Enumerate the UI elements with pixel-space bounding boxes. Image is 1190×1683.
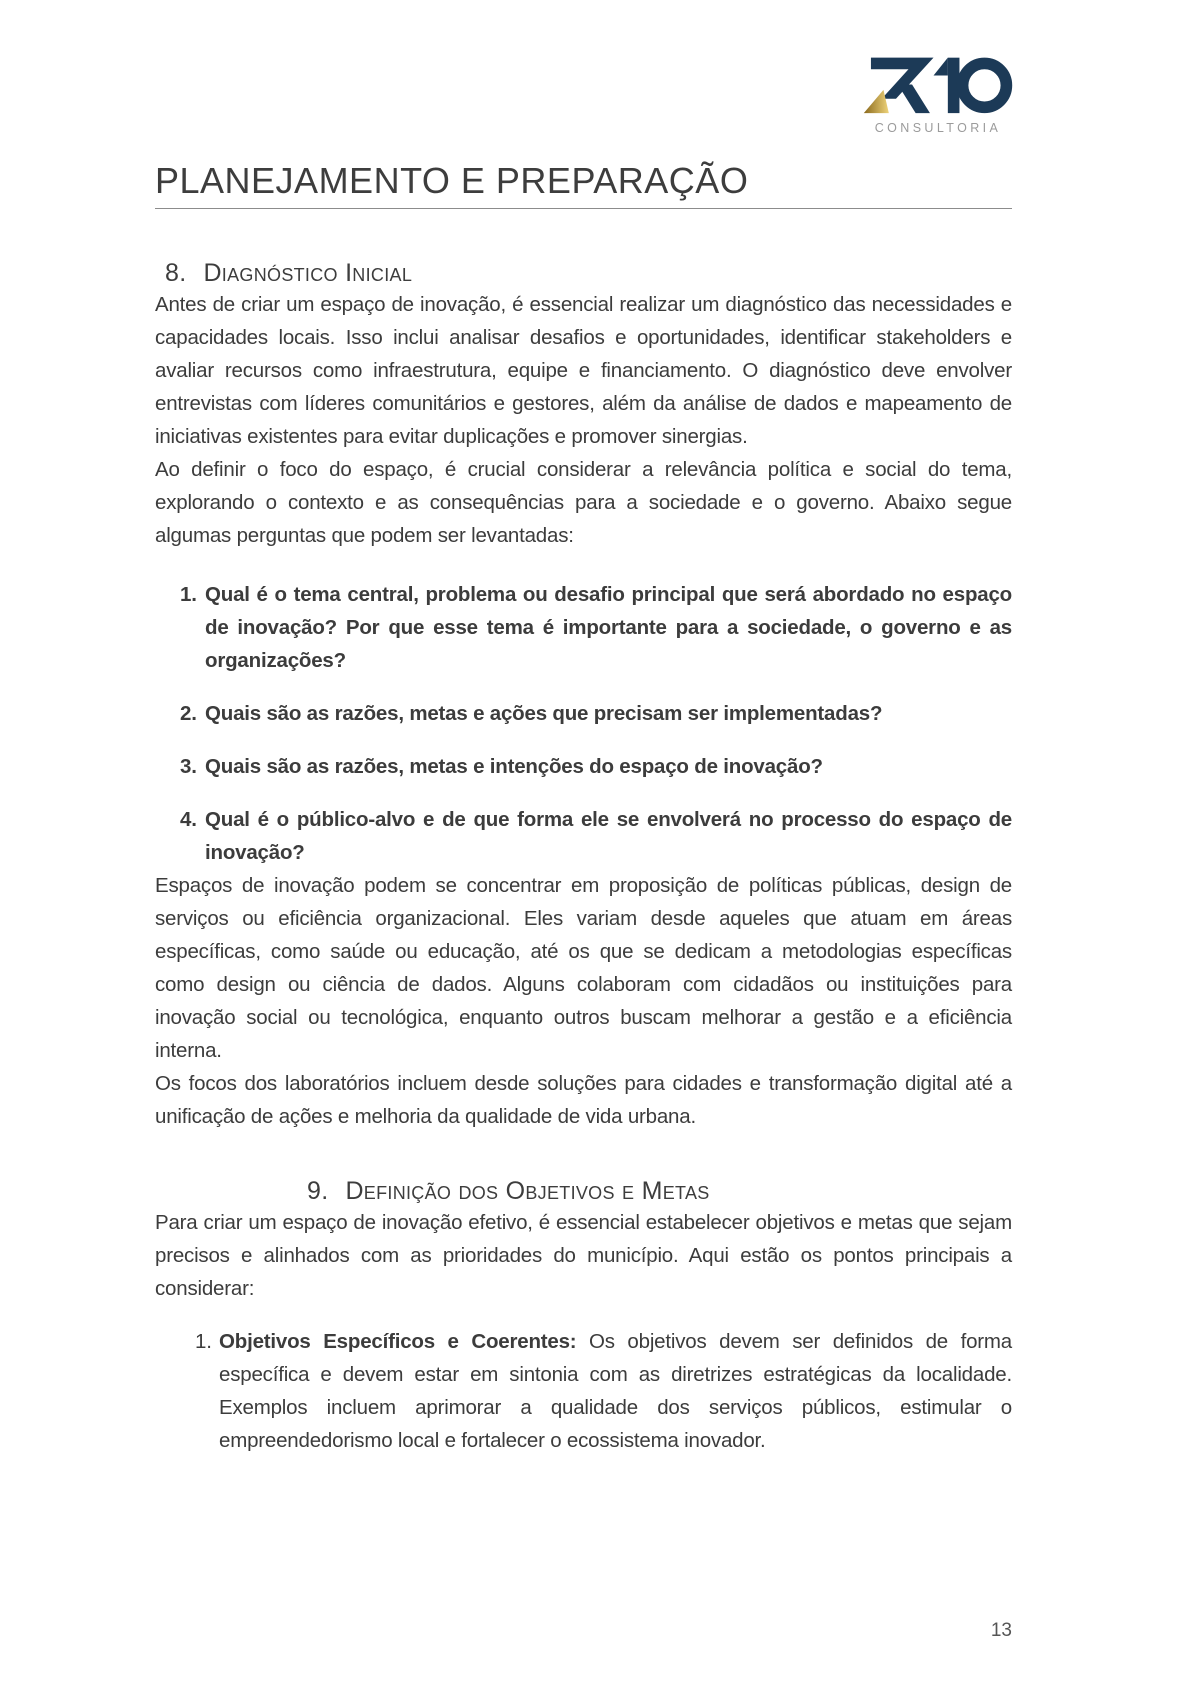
list-item: [155, 1325, 1012, 1457]
section-9-heading: [155, 1177, 1012, 1206]
paragraph: Os focos dos laboratórios incluem desde soluções para cidades e transformação digital até a unificação de ações e melhoria da qualidade de vida urbana.: [155, 1072, 1012, 1128]
paragraph: Ao definir o foco do espaço, é crucial considerar a relevância política e social do tema, explorando o contexto e as consequências para a sociedade e o governo. Abaixo segue algumas perguntas que podem ser levantadas:: [155, 458, 1012, 547]
page-number: 13: [990, 1620, 1012, 1641]
list-item-marker: 1.: [195, 1330, 212, 1353]
section-9-title: Definição dos Objetivos e Metas: [345, 1177, 710, 1205]
paragraph: Para criar um espaço de inovação efetivo, é essencial estabelecer objetivos e metas que sejam precisos e alinhados com as prioridades do município. Aqui estão os pontos principais a considerar:: [155, 1211, 1012, 1300]
list-item: [155, 803, 1012, 869]
objectives-list: [155, 1325, 1012, 1457]
questions-list: [155, 578, 1012, 869]
section-8-number: 8.: [165, 259, 187, 287]
list-item: [155, 697, 1012, 730]
list-item-text: Quais são as razões, metas e ações que precisam ser implementadas?: [205, 702, 883, 725]
list-item-text: Quais são as razões, metas e intenções do espaço de inovação?: [205, 755, 823, 778]
list-item-marker: 1.: [180, 583, 197, 606]
list-item-marker: 4.: [180, 808, 197, 831]
section-8-title: Diagnóstico Inicial: [203, 259, 413, 287]
list-item: [155, 750, 1012, 783]
logo-subtitle: CONSULTORIA: [874, 121, 1002, 135]
list-item-marker: 2.: [180, 702, 197, 725]
list-item-body: Os objetivos devem ser definidos de forma específica e devem estar em sintonia com as diretrizes estratégicas da localidade. Exemplos incluem aprimorar a qualidade dos serviços públicos, estimular o empreendedorismo local e fortalecer o ecossistema inovador.: [219, 1330, 1012, 1452]
list-item-text: Qual é o tema central, problema ou desafio principal que será abordado no espaço de inovação? Por que esse tema é importante para a sociedade, o governo e as organizações?: [205, 583, 1012, 672]
list-item-text: Qual é o público-alvo e de que forma ele se envolverá no processo do espaço de inovação?: [205, 808, 1012, 864]
page-title: PLANEJAMENTO E PREPARAÇÃO: [155, 163, 1012, 209]
section-9-number: 9.: [307, 1177, 329, 1205]
list-item-label: Objetivos Específicos e Coerentes:: [219, 1330, 577, 1353]
paragraph: Antes de criar um espaço de inovação, é essencial realizar um diagnóstico das necessidades e capacidades locais. Isso inclui analisar desafios e oportunidades, identificar stakeholders e avaliar recursos como infraestrutura, equipe e financiamento. O diagnóstico deve envolver entrevistas com líderes comunitários e gestores, além da análise de dados e mapeamento de iniciativas existentes para evitar duplicações e promover sinergias.: [155, 293, 1012, 448]
list-item-text: [219, 1325, 1012, 1457]
list-item: [155, 578, 1012, 677]
paragraph: Espaços de inovação podem se concentrar em proposição de políticas públicas, design de serviços ou eficiência organizacional. Eles variam desde aqueles que atuam em áreas específicas, como saúde ou educação, até os que se dedicam a metodologias específicas como design ou ciência de dados. Alguns colaboram com cidadãos ou instituições para inovação social ou tecnológica, enquanto outros buscam melhorar a gestão e a eficiência interna.: [155, 874, 1012, 1062]
list-item-marker: 3.: [180, 755, 197, 778]
section-8-heading: [155, 259, 1012, 288]
page-content: [155, 0, 1012, 1457]
